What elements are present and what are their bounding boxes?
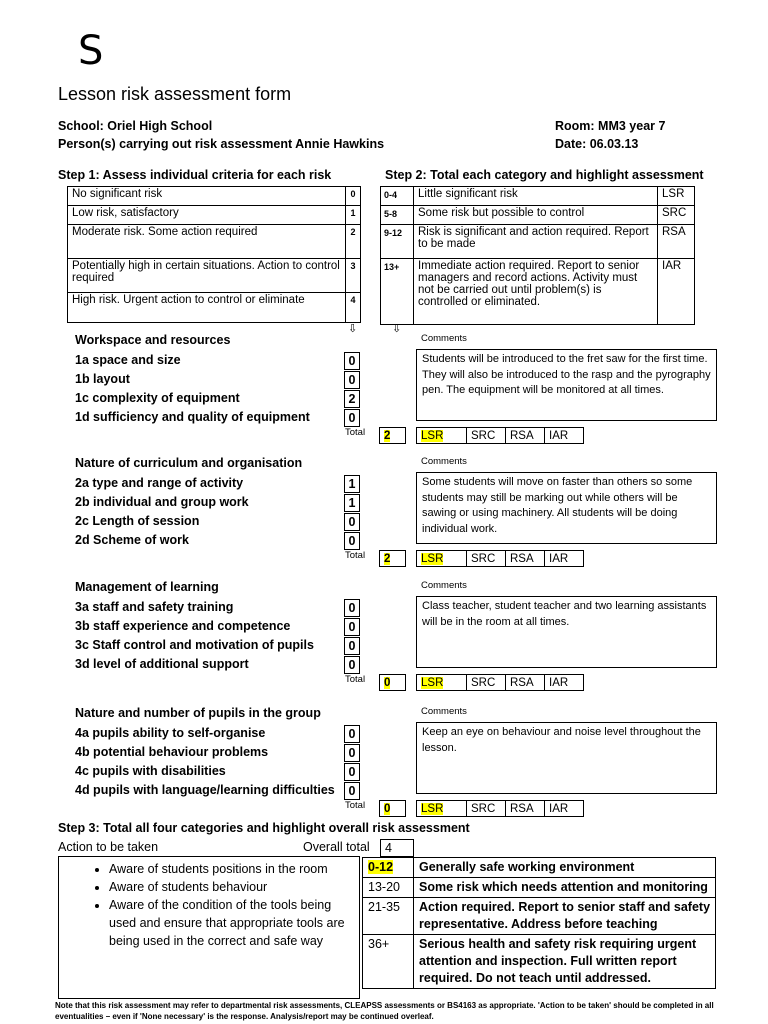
criterion-item: 1d sufficiency and quality of equipment bbox=[75, 410, 310, 424]
overall-range: 36+ bbox=[363, 935, 414, 989]
section-total: 0 bbox=[379, 800, 406, 817]
criterion-item: 3c Staff control and motivation of pupils bbox=[75, 638, 314, 652]
criterion-item: 4d pupils with language/learning difficulties bbox=[75, 783, 335, 797]
criterion-score[interactable]: 0 bbox=[344, 782, 360, 800]
total-label: Total bbox=[345, 427, 366, 438]
assessment-label: Risk is significant and action required. Report to be made bbox=[414, 225, 658, 259]
section-title: Nature and number of pupils in the group bbox=[75, 706, 321, 720]
criterion-item: 1a space and size bbox=[75, 353, 181, 367]
assessment-code: LSR bbox=[658, 187, 695, 206]
comments-label: Comments bbox=[421, 333, 467, 344]
assessment-code: IAR bbox=[658, 259, 695, 325]
assessor-name: Person(s) carrying out risk assessment Annie Hawkins bbox=[58, 137, 385, 151]
criterion-score[interactable]: 0 bbox=[344, 618, 360, 636]
down-arrow-icon: ⇩ bbox=[392, 323, 402, 335]
assessment-code-src[interactable]: SRC bbox=[466, 800, 506, 817]
criterion-item: 4a pupils ability to self-organise bbox=[75, 726, 266, 740]
action-list bbox=[59, 860, 359, 950]
overall-label: Serious health and safety risk requiring urgent attention and inspection. Full written report required. Do not teach until addressed. bbox=[414, 935, 716, 989]
section-total: 2 bbox=[379, 550, 406, 567]
assessment-code-iar[interactable]: IAR bbox=[544, 427, 584, 444]
overall-total-value: 4 bbox=[380, 839, 414, 857]
criterion-item: 4b potential behaviour problems bbox=[75, 745, 269, 759]
criterion-item: 2d Scheme of work bbox=[75, 533, 189, 547]
step1-table bbox=[67, 186, 361, 323]
school-name: School: Oriel High School bbox=[58, 119, 213, 133]
room: Room: MM3 year 7 bbox=[555, 119, 666, 133]
criterion-label: No significant risk bbox=[68, 187, 346, 206]
overall-range: 21-35 bbox=[363, 898, 414, 935]
overall-range: 13-20 bbox=[363, 878, 414, 898]
assessment-code-src[interactable]: SRC bbox=[466, 550, 506, 567]
down-arrow-icon: ⇩ bbox=[348, 323, 358, 335]
footnote: Note that this risk assessment may refer to departmental risk assessments, CLEAPSS assessments or BS4163 as appropriate. 'Action to be taken' should be completed in all eventualities – even if 'None necessary' is the response. Analysis/report may be continued overleaf. bbox=[55, 1001, 714, 1021]
assessment-label: Immediate action required. Report to senior managers and record actions. Activity must not be carried out until problem(s) is controlled or eliminated. bbox=[414, 259, 658, 325]
comments-label: Comments bbox=[421, 456, 467, 467]
assessment-label: Little significant risk bbox=[414, 187, 658, 206]
criterion-item: 1b layout bbox=[75, 372, 130, 386]
assessment-code-iar[interactable]: IAR bbox=[544, 674, 584, 691]
criterion-value: 1 bbox=[346, 206, 361, 225]
form-title: Lesson risk assessment form bbox=[58, 84, 292, 104]
criterion-score[interactable]: 0 bbox=[344, 532, 360, 550]
assessment-code-src[interactable]: SRC bbox=[466, 427, 506, 444]
assessment-code-iar[interactable]: IAR bbox=[544, 800, 584, 817]
criterion-score[interactable]: 1 bbox=[344, 475, 360, 493]
comments-label: Comments bbox=[421, 706, 467, 717]
criterion-label: Low risk, satisfactory bbox=[68, 206, 346, 225]
criterion-label: Moderate risk. Some action required bbox=[68, 225, 346, 259]
criterion-score[interactable]: 0 bbox=[344, 409, 360, 427]
action-item: • Aware of students behaviour bbox=[109, 878, 359, 896]
assessment-code-lsr[interactable]: LSR bbox=[416, 427, 467, 444]
criterion-score[interactable]: 2 bbox=[344, 390, 360, 408]
assessment-code-rsa[interactable]: RSA bbox=[505, 550, 545, 567]
assessment-code: RSA bbox=[658, 225, 695, 259]
assessment-code-lsr[interactable]: LSR bbox=[416, 800, 467, 817]
criterion-score[interactable]: 0 bbox=[344, 371, 360, 389]
criterion-label: High risk. Urgent action to control or eliminate bbox=[68, 293, 346, 323]
section-title: Management of learning bbox=[75, 580, 219, 594]
criterion-label: Potentially high in certain situations. Action to control required bbox=[68, 259, 346, 293]
step3-heading: Step 3: Total all four categories and highlight overall risk assessment bbox=[58, 821, 470, 835]
criterion-score[interactable]: 0 bbox=[344, 656, 360, 674]
section-title: Workspace and resources bbox=[75, 333, 231, 347]
date: Date: 06.03.13 bbox=[555, 137, 639, 151]
criterion-score[interactable]: 0 bbox=[344, 725, 360, 743]
criterion-item: 2c Length of session bbox=[75, 514, 200, 528]
range-cell: 5-8 bbox=[381, 206, 414, 225]
comments-label: Comments bbox=[421, 580, 467, 591]
assessment-code-iar[interactable]: IAR bbox=[544, 550, 584, 567]
criterion-value: 0 bbox=[346, 187, 361, 206]
step2-heading: Step 2: Total each category and highlight assessment bbox=[385, 168, 704, 182]
logo: S bbox=[78, 28, 104, 74]
step1-heading: Step 1: Assess individual criteria for each risk bbox=[58, 168, 332, 182]
assessment-code-src[interactable]: SRC bbox=[466, 674, 506, 691]
overall-risk-table bbox=[362, 857, 716, 989]
assessment-code: SRC bbox=[658, 206, 695, 225]
criterion-item: 3b staff experience and competence bbox=[75, 619, 291, 633]
criterion-item: 3d level of additional support bbox=[75, 657, 249, 671]
comment-box[interactable]: Some students will move on faster than others so some students may still be marking out while others will be sawing or using machinery. All students will be doing individual work. bbox=[416, 472, 717, 544]
criterion-value: 2 bbox=[346, 225, 361, 259]
criterion-item: 4c pupils with disabilities bbox=[75, 764, 226, 778]
assessment-code-rsa[interactable]: RSA bbox=[505, 674, 545, 691]
criterion-score[interactable]: 0 bbox=[344, 763, 360, 781]
criterion-score[interactable]: 0 bbox=[344, 744, 360, 762]
assessment-code-lsr[interactable]: LSR bbox=[416, 674, 467, 691]
criterion-item: 3a staff and safety training bbox=[75, 600, 234, 614]
criterion-score[interactable]: 0 bbox=[344, 352, 360, 370]
criterion-score[interactable]: 1 bbox=[344, 494, 360, 512]
assessment-code-rsa[interactable]: RSA bbox=[505, 427, 545, 444]
total-label: Total bbox=[345, 550, 366, 561]
criterion-value: 3 bbox=[346, 259, 361, 293]
overall-label: Generally safe working environment bbox=[414, 858, 716, 878]
overall-range: 0-12 bbox=[363, 858, 414, 878]
section-title: Nature of curriculum and organisation bbox=[75, 456, 303, 470]
total-label: Total bbox=[345, 800, 366, 811]
assessment-label: Some risk but possible to control bbox=[414, 206, 658, 225]
criterion-item: 2b individual and group work bbox=[75, 495, 249, 509]
range-cell: 0-4 bbox=[381, 187, 414, 206]
criterion-score[interactable]: 0 bbox=[344, 637, 360, 655]
range-cell: 13+ bbox=[381, 259, 414, 325]
comment-box[interactable]: Students will be introduced to the fret saw for the first time. They will also be introduced to the rasp and the pyrography pen. The equipment will be monitored at all times. bbox=[416, 349, 717, 421]
action-box bbox=[58, 856, 360, 999]
step2-table bbox=[380, 186, 695, 325]
assessment-code-rsa[interactable]: RSA bbox=[505, 800, 545, 817]
total-label: Total bbox=[345, 674, 366, 685]
criterion-item: 1c complexity of equipment bbox=[75, 391, 240, 405]
range-cell: 9-12 bbox=[381, 225, 414, 259]
action-item: • Aware of the condition of the tools being used and ensure that appropriate tools are being used in the correct and safe way bbox=[109, 896, 359, 950]
overall-total-label: Overall total bbox=[303, 840, 370, 854]
criterion-score[interactable]: 0 bbox=[344, 599, 360, 617]
comment-box[interactable]: Keep an eye on behaviour and noise level throughout the lesson. bbox=[416, 722, 717, 794]
action-label: Action to be taken bbox=[58, 840, 159, 854]
section-total: 0 bbox=[379, 674, 406, 691]
overall-label: Some risk which needs attention and monitoring bbox=[414, 878, 716, 898]
assessment-code-lsr[interactable]: LSR bbox=[416, 550, 467, 567]
comment-box[interactable]: Class teacher, student teacher and two learning assistants will be in the room at all times. bbox=[416, 596, 717, 668]
criterion-item: 2a type and range of activity bbox=[75, 476, 244, 490]
criterion-value: 4 bbox=[346, 293, 361, 323]
action-item: • Aware of students positions in the room bbox=[109, 860, 359, 878]
section-total: 2 bbox=[379, 427, 406, 444]
criterion-score[interactable]: 0 bbox=[344, 513, 360, 531]
overall-label: Action required. Report to senior staff and safety representative. Address before teaching bbox=[414, 898, 716, 935]
